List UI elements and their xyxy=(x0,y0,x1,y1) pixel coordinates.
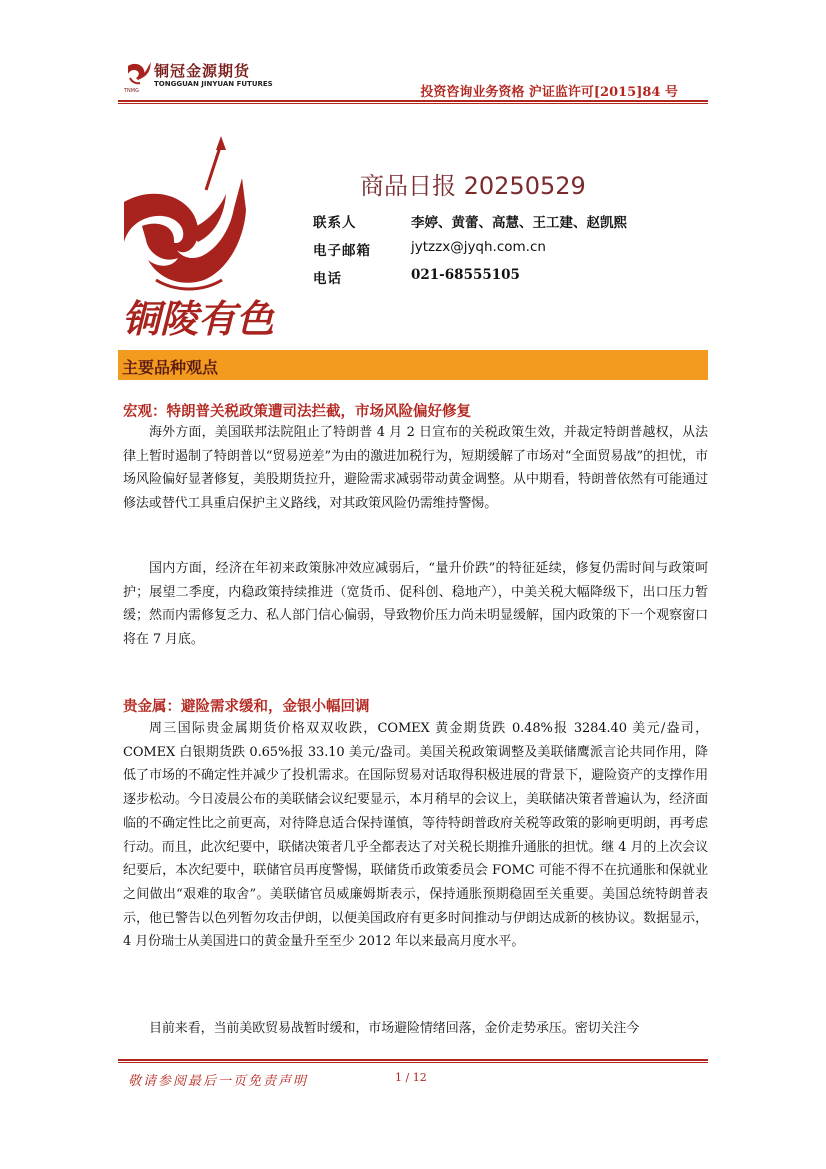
logo-abbreviation: TNMG xyxy=(124,88,139,94)
header-divider xyxy=(118,100,708,102)
license-text: 投资咨询业务资格 沪证监许可[2015]84 号 xyxy=(420,85,678,100)
email-value[interactable]: jytzzx@jyqh.com.cn xyxy=(411,239,546,255)
contact-label: 联系人 xyxy=(313,215,357,231)
paragraph-precious-metals-market: 周三国际贵金属期货价格双双收跌，COMEX 黄金期货跌 0.48%报 3284.40 美元/盎司，COMEX 白银期货跌 0.65%报 33.10 美元/盎司。美国关税政策调整及美联储鹰派言论共同作用，降低了市场的不确定性并减少了投机需求。在国际贸易对话取得积极进展的背景下，避险资产的支撑作用逐步松动。今日凌晨公布的美联储会议纪要显示，本月稍早的会议上，美联储决策者普遍认为，经济面临的不确定性比之前更高，对待降息适合保持谨慎，等待特朗普政府关税等政策的影响更明朗，再考虑行动。而且，此次纪要中，联储决策者几乎全都表达了对关税长期推升通胀的担忧。继 4 月的上次会议纪要后，本次纪要中，联储官员再度警惕，联储货币政策委员会 FOMC 可能不得不在抗通胀和保就业之间做出“艰难的取舍”。美联储官员威廉姆斯表示，保持通胀预期稳固至关重要。美国总统特朗普表示，他已警告以色列暂勿攻击伊朗，以便美国政府有更多时间推动与伊朗达成新的核协议。数据显示，4 月份瑞士从美国进口的黄金量升至至少 2012 年以来最高月度水平。 xyxy=(123,721,708,950)
logo-mark-icon xyxy=(124,58,154,88)
email-label: 电子邮箱 xyxy=(313,243,371,259)
disclaimer-note[interactable]: 敬请参阅最后一页免责声明 xyxy=(128,1074,309,1089)
company-logo xyxy=(124,58,273,96)
emblem-graphic-icon xyxy=(118,130,288,345)
contact-value: 李婷、黄蕾、高慧、王工建、赵凯熙 xyxy=(411,215,627,231)
section-banner xyxy=(118,350,708,380)
logo-chinese-name: 铜冠金源期货 xyxy=(154,62,251,80)
header-divider-thin xyxy=(118,103,708,104)
logo-english-name: TONGGUAN JINYUAN FUTURES xyxy=(154,80,273,88)
paragraph-precious-metals-outlook: 目前来看，当前美欧贸易战暂时缓和，市场避险情绪回落，金价走势承压。密切关注今 xyxy=(149,1021,640,1036)
phone-value: 021-68555105 xyxy=(411,267,520,283)
paragraph-macro-overseas: 海外方面，美国联邦法院阻止了特朗普 4 月 2 日宣布的关税政策生效，并裁定特朗普越权，从法律上暂时遏制了特朗普以“贸易逆差”为由的激进加税行为，短期缓解了市场对“全面贸易战”的担忧，市场风险偏好显著修复，美股期货拉升，避险需求减弱带动黄金调整。从中期看，特朗普依然有可能通过修法或替代工具重启保护主义路线，对其政策风险仍需维持警惕。 xyxy=(123,425,708,512)
section-heading-precious-metals: 贵金属：避险需求缓和，金银小幅回调 xyxy=(123,699,370,715)
phone-label: 电话 xyxy=(313,271,342,287)
footer-divider xyxy=(118,1059,708,1061)
emblem-calligraphy: 铜陵有色 xyxy=(122,296,275,341)
paragraph-macro-domestic: 国内方面，经济在年初来政策脉冲效应减弱后，“量升价跌”的特征延续，修复仍需时间与政策呵护；展望二季度，内稳政策持续推进（宽货币、促科创、稳地产），中美关税大幅降级下，出口压力暂缓；然而内需修复乏力、私人部门信心偏弱，导致物价压力尚未明显缓解，国内政策的下一个观察窗口将在 7 月底。 xyxy=(123,561,708,648)
report-title: 商品日报 20250529 xyxy=(360,172,586,200)
page-number: 1 / 12 xyxy=(395,1071,427,1084)
banner-title: 主要品种观点 xyxy=(122,358,219,377)
footer-divider-thin xyxy=(118,1062,708,1063)
company-emblem xyxy=(118,130,288,345)
section-heading-macro: 宏观：特朗普关税政策遭司法拦截，市场风险偏好修复 xyxy=(123,404,471,420)
